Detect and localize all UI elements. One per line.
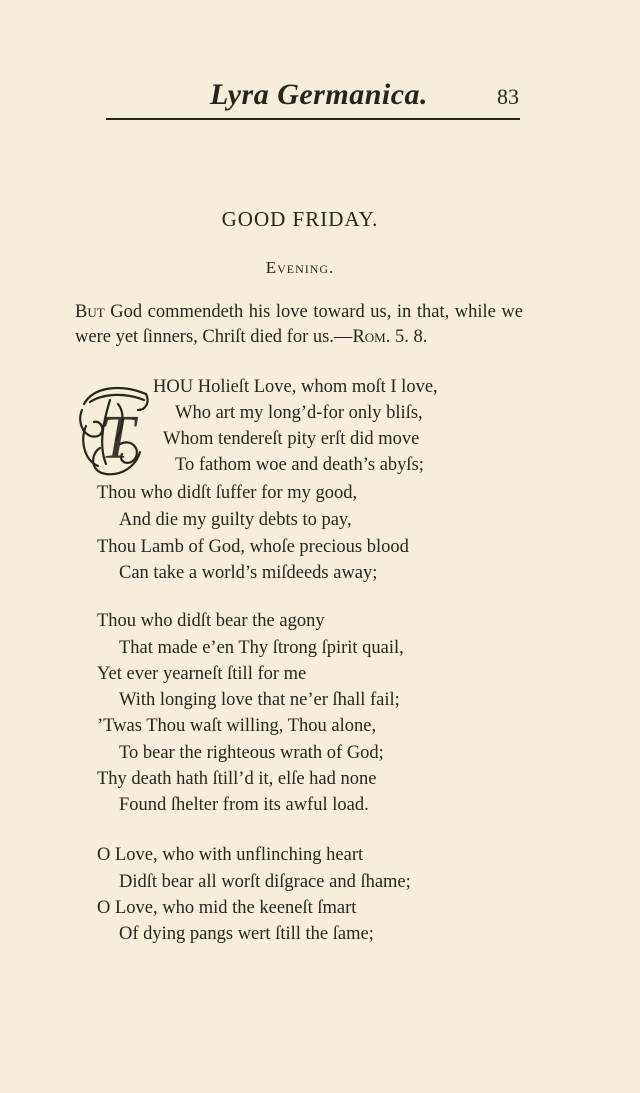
- header-rule: [106, 118, 520, 120]
- epigraph-lead: But: [75, 302, 105, 322]
- ornamental-dropcap: [76, 380, 156, 480]
- verse-line: Whom tendereſt pity erſt did move: [163, 429, 420, 449]
- running-title: Lyra Germanica.: [210, 78, 429, 111]
- hymn-subtitle: Evening.: [265, 258, 335, 277]
- epigraph: [75, 300, 523, 350]
- page-number: 83: [497, 84, 519, 109]
- epigraph-text: God commendeth his love toward us, in that, while we were yet ſinners, Chriſt died for us.—: [75, 302, 523, 347]
- verse-line: Can take a world’s miſdeeds away;: [119, 563, 378, 583]
- verse-line: That made e’en Thy ſtrong ſpirit quail,: [119, 638, 404, 658]
- verse-line: O Love, who mid the keeneſt ſmart: [97, 898, 357, 918]
- verse-line: With longing love that ne’er ſhall fail;: [119, 690, 400, 710]
- verse-line: And die my guilty debts to pay,: [119, 510, 352, 530]
- verse-line: Thou who didſt ſuffer for my good,: [97, 483, 358, 503]
- verse-line: Thou who didſt bear the agony: [97, 611, 325, 631]
- verse-line: Yet ever yearneſt ſtill for me: [97, 664, 307, 684]
- verse-line: Thou Lamb of God, whoſe precious blood: [97, 537, 409, 557]
- verse-line: Who art my long’d-for only bliſs,: [175, 403, 423, 423]
- verse-line: Of dying pangs wert ſtill the ſame;: [119, 924, 374, 944]
- verse-line: Thy death hath ſtill’d it, elſe had none: [97, 769, 377, 789]
- hymn-title: GOOD FRIDAY.: [221, 207, 379, 231]
- epigraph-reference-book: Rom.: [352, 327, 391, 347]
- verse-line: ’Twas Thou waſt willing, Thou alone,: [97, 716, 377, 736]
- svg-text:T: T: [100, 404, 135, 472]
- verse-line: To bear the righteous wrath of God;: [119, 743, 384, 763]
- verse-line: Didſt bear all worſt diſgrace and ſhame;: [119, 872, 411, 892]
- verse-line: HOU Holieſt Love, whom moſt I love,: [153, 377, 438, 397]
- verse-line: To fathom woe and death’s abyſs;: [175, 455, 424, 475]
- verse-line: O Love, who with unflinching heart: [97, 845, 364, 865]
- epigraph-reference: 5. 8.: [390, 327, 428, 347]
- verse-line: Found ſhelter from its awful load.: [119, 795, 369, 815]
